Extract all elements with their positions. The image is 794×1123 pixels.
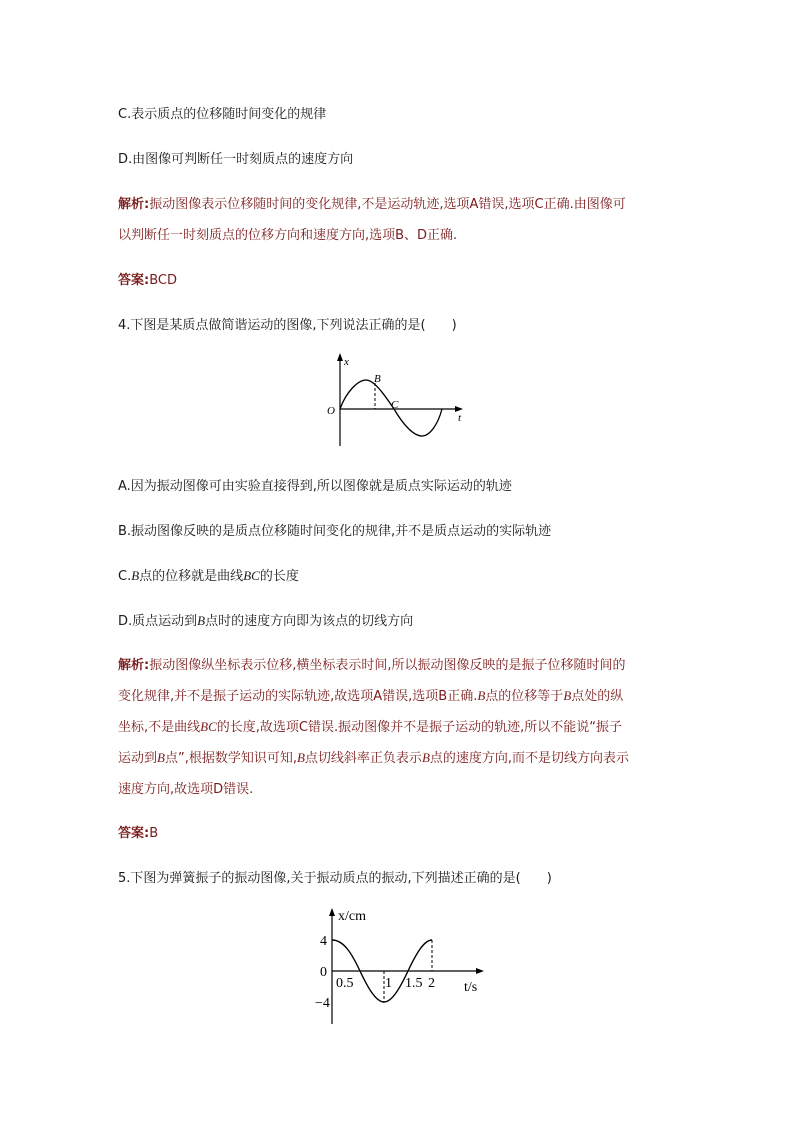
x-axis-label: t/s xyxy=(464,980,478,995)
text-span: 点的速度方向,而不是切线方向表示 xyxy=(429,751,630,766)
text-span: 点的位移就是曲线 xyxy=(139,569,244,584)
answer-value: B xyxy=(149,826,159,841)
x-tick-2: 2 xyxy=(428,976,435,991)
answer-label: 答案: xyxy=(118,826,150,841)
fig-label-x: x xyxy=(344,356,349,368)
q3-answer xyxy=(118,269,177,288)
text-span: 点处的纵 xyxy=(571,689,624,704)
answer-label: 答案: xyxy=(118,273,150,288)
x-axis-arrow xyxy=(337,353,343,361)
x-tick-1.5: 1.5 xyxy=(405,976,423,991)
t-axis-arrow xyxy=(476,968,484,974)
q3-option-c: C.表示质点的位移随时间变化的规律 xyxy=(118,107,327,122)
var-b: B xyxy=(197,613,206,628)
q4-explanation-line-4 xyxy=(118,747,629,766)
y-tick-neg4: −4 xyxy=(315,996,330,1011)
explanation-label: 解析: xyxy=(118,197,150,212)
answer-value: BCD xyxy=(149,273,177,288)
text-span: 点的位移等于 xyxy=(485,689,564,704)
var-b: B xyxy=(131,568,140,583)
var-b: B xyxy=(421,750,430,765)
var-b: B xyxy=(296,750,305,765)
q5-stem: 5.下图为弹簧振子的振动图像,关于振动质点的振动,下列描述正确的是( ) xyxy=(118,871,552,886)
var-b: B xyxy=(563,688,572,703)
text-span: 运动到 xyxy=(118,751,158,766)
var-b: B xyxy=(477,688,486,703)
text-span: 变化规律,并不是振子运动的实际轨迹,故选项A错误,选项B正确. xyxy=(118,689,478,704)
q4-option-b: B.振动图像反映的是质点位移随时间变化的规律,并不是质点运动的实际轨迹 xyxy=(118,524,552,539)
q4-explanation-line-5: 速度方向,故选项D错误. xyxy=(118,782,254,797)
explanation-text: 振动图像纵坐标表示位移,横坐标表示时间,所以振动图像反映的是振子位移随时间的 xyxy=(149,658,626,673)
q4-figure xyxy=(324,350,474,448)
x-tick-0.5: 0.5 xyxy=(336,976,354,991)
text-span: 点”,根据数学知识可知, xyxy=(164,751,297,766)
fig-label-o: O xyxy=(327,405,335,417)
text-span: C. xyxy=(118,569,132,584)
text-span: 坐标,不是曲线 xyxy=(118,720,201,735)
q4-explanation-line-2 xyxy=(118,685,623,704)
fig-label-b: B xyxy=(374,373,381,385)
q5-figure xyxy=(314,904,490,1030)
q4-explanation-line-1 xyxy=(118,654,625,673)
y-axis-arrow xyxy=(329,908,335,916)
var-b: B xyxy=(157,750,165,765)
var-bc: BC xyxy=(243,568,260,583)
q4-answer xyxy=(118,822,158,841)
explanation-label: 解析: xyxy=(118,658,150,673)
q4-option-c xyxy=(118,565,299,584)
q4-stem: 4.下图是某质点做简谐运动的图像,下列说法正确的是( ) xyxy=(118,318,457,333)
fig-label-t: t xyxy=(458,412,462,424)
q3-explanation-line-1 xyxy=(118,193,626,212)
y-tick-0: 0 xyxy=(320,965,327,980)
q4-option-d xyxy=(118,610,413,629)
q3-option-d: D.由图像可判断任一时刻质点的速度方向 xyxy=(118,152,354,167)
x-tick-1: 1 xyxy=(385,976,392,991)
text-span: 点切线斜率正负表示 xyxy=(304,751,422,766)
q4-option-a: A.因为振动图像可由实验直接得到,所以图像就是质点实际运动的轨迹 xyxy=(118,479,512,494)
text-span: D.质点运动到 xyxy=(118,614,198,629)
q4-explanation-line-3 xyxy=(118,716,622,735)
text-span: 的长度 xyxy=(259,569,299,584)
y-tick-4: 4 xyxy=(320,934,327,949)
fig-label-c: C xyxy=(391,399,399,411)
q3-explanation-line-2: 以判断任一时刻质点的位移方向和速度方向,选项B、D正确. xyxy=(118,228,458,243)
text-span: 的长度,故选项C错误.振动图像并不是振子运动的轨迹,所以不能说“振子 xyxy=(216,720,622,735)
text-span: 点时的速度方向即为该点的切线方向 xyxy=(205,614,414,629)
var-bc: BC xyxy=(200,719,217,734)
y-axis-label: x/cm xyxy=(338,909,366,924)
explanation-text: 振动图像表示位移随时间的变化规律,不是运动轨迹,选项A错误,选项C正确.由图像可 xyxy=(149,197,626,212)
